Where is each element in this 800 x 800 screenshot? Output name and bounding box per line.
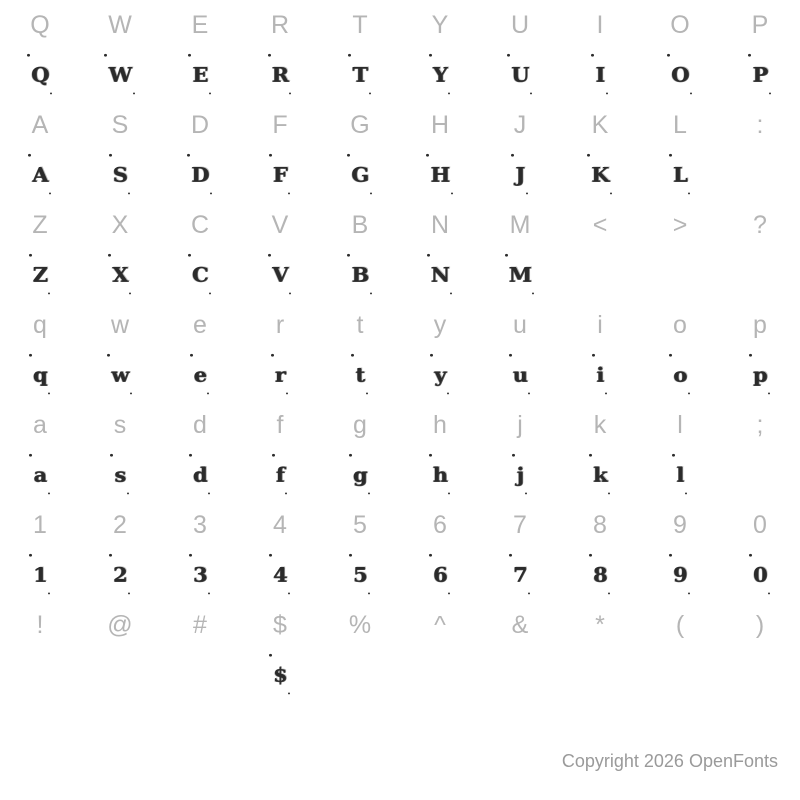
glyph: A [32,152,48,198]
glyph-cell [320,52,400,98]
glyph-row [0,150,800,200]
glyph-cell [560,52,640,98]
key-cell: u [513,311,527,339]
key-cell: H [430,111,450,139]
key-cell: 5 [353,511,367,539]
glyph-cell [720,652,800,698]
copyright-notice: Copyright 2026 OpenFonts [561,751,778,771]
glyph: p [753,352,767,398]
key-cell: M [509,211,531,239]
glyph: g [353,452,367,498]
glyph: l [676,452,683,498]
glyph: s [114,452,125,498]
key-cell: R [270,11,290,39]
key-cell: J [513,111,527,139]
glyph: S [113,152,128,198]
glyph-cell [720,452,800,498]
glyph-cell [160,352,240,398]
glyph: 5 [353,552,367,598]
glyph: d [193,452,207,498]
key-row [0,100,800,150]
glyph-cell [320,452,400,498]
key-cell: 0 [753,511,767,539]
glyph: T [352,52,367,98]
glyph-cell [0,252,80,298]
glyph: i [596,352,603,398]
glyph-cell [560,552,640,598]
glyph-cell [560,352,640,398]
glyph: R [272,52,289,98]
key-cell: ; [756,411,764,439]
glyph-cell [640,252,720,298]
glyph-cell [720,352,800,398]
glyph-cell [560,252,640,298]
key-cell: e [193,311,207,339]
key-cell: k [593,411,607,439]
glyph: $ [273,652,287,698]
glyph-cell [400,352,480,398]
key-cell: V [271,211,289,239]
key-cell: 8 [593,511,607,539]
glyph: h [433,452,448,498]
glyph: j [516,452,523,498]
glyph: C [192,252,208,298]
glyph-cell [560,652,640,698]
glyph: f [276,452,285,498]
key-cell: i [597,311,603,339]
glyph: X [112,252,128,298]
key-cell: * [595,611,605,639]
glyph: r [275,352,286,398]
glyph-cell [160,652,240,698]
glyph-cell [400,52,480,98]
glyph-cell [320,152,400,198]
glyph-cell [640,552,720,598]
key-cell: > [672,211,688,239]
glyph-cell [240,552,320,598]
glyph-cell [160,552,240,598]
glyph: Q [31,52,49,98]
glyph: D [191,152,209,198]
glyph-row [0,350,800,400]
glyph: Z [33,252,48,298]
key-row [0,200,800,250]
glyph: o [673,352,687,398]
glyph-cell [720,252,800,298]
glyph-row [0,450,800,500]
key-cell: A [31,111,49,139]
glyph: w [111,352,129,398]
glyph-row [0,550,800,600]
glyph: W [108,52,131,98]
glyph-cell [80,52,160,98]
key-cell: & [511,611,529,639]
glyph: q [33,352,47,398]
key-cell: L [673,111,687,139]
glyph: J [515,152,524,198]
glyph: 9 [673,552,687,598]
key-cell: O [670,11,690,39]
glyph-cell [640,52,720,98]
key-row [0,600,800,650]
glyph-cell [400,652,480,698]
key-cell: Q [30,11,50,39]
key-cell: # [193,611,207,639]
key-cell: 1 [33,511,47,539]
key-cell: T [352,11,368,39]
glyph: Y [433,52,448,98]
glyph: u [513,352,528,398]
glyph-cell [480,352,560,398]
glyph-cell [80,652,160,698]
glyph-cell [240,352,320,398]
key-cell: U [510,11,530,39]
key-cell: o [673,311,687,339]
key-cell: K [591,111,609,139]
glyph-row [0,50,800,100]
key-cell: ) [755,611,765,639]
glyph: G [351,152,368,198]
glyph-cell [640,152,720,198]
glyph-cell [400,252,480,298]
glyph-cell [720,552,800,598]
glyph: 6 [433,552,447,598]
key-cell: : [756,111,764,139]
glyph-cell [240,252,320,298]
glyph-cell [0,52,80,98]
glyph-cell [640,652,720,698]
glyph-cell [0,552,80,598]
glyph: V [272,252,288,298]
key-cell: 7 [513,511,527,539]
glyph-cell [480,52,560,98]
key-row [0,400,800,450]
glyph-row [0,250,800,300]
glyph-cell [560,152,640,198]
glyph: M [509,252,532,298]
glyph-cell [0,352,80,398]
glyph: a [33,452,46,498]
glyph: 0 [753,552,767,598]
glyph-cell [0,452,80,498]
glyph-cell [0,652,80,698]
glyph-cell [240,152,320,198]
glyph-cell [160,152,240,198]
glyph-cell [480,452,560,498]
glyph-cell [80,552,160,598]
glyph-cell [80,152,160,198]
key-cell: h [433,411,447,439]
key-cell: d [193,411,207,439]
glyph-cell [320,552,400,598]
glyph: O [671,52,689,98]
key-cell: C [190,211,210,239]
glyph: e [194,352,207,398]
glyph-cell [320,352,400,398]
key-cell: G [350,111,370,139]
glyph-cell [400,152,480,198]
glyph-cell [480,652,560,698]
key-row [0,0,800,50]
key-cell: a [33,411,47,439]
glyph-cell [400,452,480,498]
glyph-cell [640,452,720,498]
key-cell: j [517,411,523,439]
key-row [0,500,800,550]
glyph-cell [240,52,320,98]
glyph-cell [480,252,560,298]
key-cell: $ [273,611,287,639]
key-cell: p [753,311,767,339]
glyph: L [673,152,687,198]
glyph: k [593,452,607,498]
key-cell: Z [32,211,48,239]
glyph: U [511,52,529,98]
glyph-cell [80,452,160,498]
key-cell: ^ [434,611,446,639]
key-cell: t [356,311,364,339]
key-cell: B [351,211,369,239]
key-cell: Y [431,11,449,39]
glyph: K [591,152,609,198]
key-cell: E [191,11,209,39]
glyph-cell [160,252,240,298]
key-cell: X [111,211,129,239]
glyph-cell [560,452,640,498]
key-cell: 4 [273,511,287,539]
glyph-cell [160,452,240,498]
key-cell: q [33,311,47,339]
glyph: E [192,52,208,98]
key-cell: N [430,211,450,239]
glyph: I [595,52,604,98]
key-cell: y [433,311,447,339]
key-cell: l [677,411,683,439]
key-cell: g [353,411,367,439]
key-cell: s [113,411,127,439]
glyph-cell [80,352,160,398]
key-cell: F [272,111,288,139]
glyph: 1 [33,552,47,598]
key-cell: < [592,211,608,239]
key-cell: ( [675,611,685,639]
glyph: 8 [593,552,607,598]
key-cell: W [108,11,132,39]
glyph: F [273,152,287,198]
key-cell: ? [753,211,767,239]
glyph: B [351,252,368,298]
glyph: N [431,252,450,298]
glyph: P [752,52,767,98]
key-cell: % [348,611,372,639]
glyph: t [355,352,364,398]
glyph-cell [160,52,240,98]
glyph: H [430,152,449,198]
key-cell: P [751,11,769,39]
glyph: 3 [193,552,207,598]
key-cell: f [276,411,284,439]
glyph-cell [240,452,320,498]
key-cell: w [110,311,130,339]
glyph-cell [400,552,480,598]
glyph-cell [80,252,160,298]
key-cell: 6 [433,511,447,539]
key-cell: 3 [193,511,207,539]
glyph: 7 [513,552,527,598]
key-cell: @ [107,611,133,639]
key-cell: 9 [673,511,687,539]
glyph-cell [720,152,800,198]
glyph-row [0,650,800,700]
key-cell: ! [36,611,44,639]
key-cell: r [275,311,285,339]
glyph-cell [320,252,400,298]
key-row [0,300,800,350]
glyph-cell [480,552,560,598]
glyph: y [434,352,446,398]
key-cell: 2 [113,511,127,539]
key-cell: D [190,111,210,139]
key-cell: S [111,111,129,139]
glyph-cell [240,652,320,698]
glyph-cell [480,152,560,198]
glyph-cell [0,152,80,198]
glyph-cell [640,352,720,398]
glyph: 4 [273,552,287,598]
key-cell: I [596,11,604,39]
glyph: 2 [113,552,127,598]
glyph-cell [320,652,400,698]
glyph-cell [720,52,800,98]
